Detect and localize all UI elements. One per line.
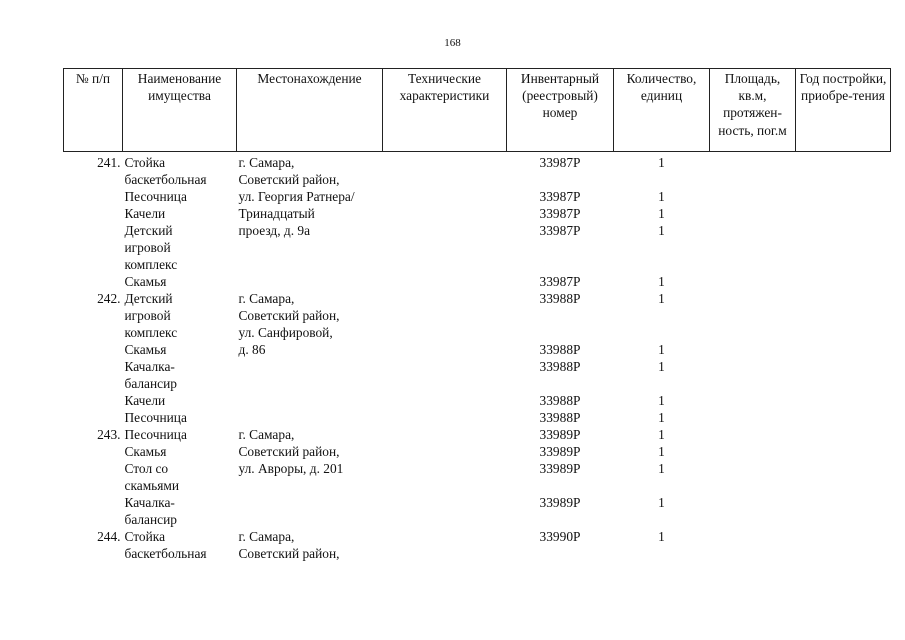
technical-characteristics-cell: [383, 273, 507, 290]
inventory-number-cell: 33987Р: [539, 155, 581, 170]
row-number-cell: [64, 477, 123, 494]
inventory-number-cell: 33989Р: [539, 495, 581, 510]
header-row: [64, 69, 891, 152]
technical-characteristics-cell: [383, 205, 507, 222]
technical-characteristics-cell: [383, 324, 507, 341]
property-name-cell: Детский: [124, 223, 173, 238]
inventory-number-cell: 33987Р: [539, 206, 581, 221]
property-name-cell: Качели: [124, 393, 166, 408]
area-length-cell: [710, 341, 796, 358]
area-length-cell: [710, 307, 796, 324]
area-length-cell: [710, 426, 796, 443]
quantity-cell: 1: [658, 206, 665, 221]
property-name-cell: Скамья: [124, 342, 167, 357]
table-row: [64, 494, 891, 511]
header-row-number: № п/п: [64, 69, 123, 152]
quantity-cell: [614, 256, 710, 273]
quantity-cell: [614, 307, 710, 324]
row-number-cell: [64, 324, 123, 341]
year-cell: [796, 358, 891, 375]
inventory-number-cell: 33989Р: [539, 461, 581, 476]
location-cell: [237, 409, 383, 426]
inventory-number-cell: [507, 511, 614, 528]
inventory-number-cell: 33987Р: [539, 274, 581, 289]
quantity-cell: [614, 375, 710, 392]
table-row: [64, 188, 891, 205]
location-cell: [237, 477, 383, 494]
property-name-cell: игровой: [124, 240, 171, 255]
technical-characteristics-cell: [383, 222, 507, 239]
area-length-cell: [710, 171, 796, 188]
quantity-cell: 1: [658, 359, 665, 374]
table-row: [64, 222, 891, 239]
area-length-cell: [710, 392, 796, 409]
property-name-cell: игровой: [124, 308, 171, 323]
inventory-number-cell: [507, 171, 614, 188]
area-length-cell: [710, 443, 796, 460]
technical-characteristics-cell: [383, 511, 507, 528]
table-row: [64, 426, 891, 443]
table-row: [64, 358, 891, 375]
property-name-cell: балансир: [124, 376, 177, 391]
year-cell: [796, 426, 891, 443]
location-cell: проезд, д. 9а: [238, 223, 311, 238]
area-length-cell: [710, 222, 796, 239]
location-cell: Советский район,: [238, 308, 340, 323]
row-number-cell: [64, 341, 123, 358]
table-row: [64, 307, 891, 324]
technical-characteristics-cell: [383, 545, 507, 562]
property-name-cell: баскетбольная: [124, 546, 207, 561]
register-body: [64, 152, 891, 563]
table-row: [64, 409, 891, 426]
technical-characteristics-cell: [383, 426, 507, 443]
row-number-cell: [64, 256, 123, 273]
inventory-number-cell: [507, 375, 614, 392]
area-length-cell: [710, 494, 796, 511]
inventory-number-cell: 33987Р: [539, 223, 581, 238]
property-name-cell: Стойка: [124, 155, 166, 170]
table-row: [64, 392, 891, 409]
technical-characteristics-cell: [383, 375, 507, 392]
table-row: [64, 290, 891, 307]
area-length-cell: [710, 460, 796, 477]
property-name-cell: Качалка-: [124, 495, 175, 510]
header-technical-characteristics: Технические характеристики: [383, 69, 507, 152]
header-location: Местонахождение: [237, 69, 383, 152]
location-cell: [237, 358, 383, 375]
inventory-number-cell: 33988Р: [539, 393, 581, 408]
property-name-cell: Стойка: [124, 529, 166, 544]
quantity-cell: [614, 477, 710, 494]
area-length-cell: [710, 477, 796, 494]
location-cell: д. 86: [238, 342, 266, 357]
property-name-cell: скамьями: [124, 478, 180, 493]
table-row: [64, 528, 891, 545]
technical-characteristics-cell: [383, 171, 507, 188]
location-cell: ул. Санфировой,: [238, 325, 333, 340]
table-row: [64, 477, 891, 494]
inventory-number-cell: [507, 239, 614, 256]
quantity-cell: 1: [658, 410, 665, 425]
inventory-number-cell: 33988Р: [539, 410, 581, 425]
year-cell: [796, 341, 891, 358]
row-number-cell: [64, 494, 123, 511]
year-cell: [796, 171, 891, 188]
page-number: 168: [444, 37, 461, 49]
table-row: [64, 171, 891, 188]
row-number-cell: [64, 511, 123, 528]
inventory-number-cell: [507, 324, 614, 341]
table-row: [64, 239, 891, 256]
location-cell: [237, 273, 383, 290]
area-length-cell: [710, 205, 796, 222]
area-length-cell: [710, 528, 796, 545]
row-number-cell: [64, 188, 123, 205]
quantity-cell: 1: [658, 427, 665, 442]
area-length-cell: [710, 239, 796, 256]
property-name-cell: Песочница: [124, 427, 187, 442]
row-number-cell: [64, 205, 123, 222]
location-cell: [237, 511, 383, 528]
property-name-cell: комплекс: [124, 257, 178, 272]
location-cell: г. Самара,: [238, 155, 295, 170]
inventory-number-cell: 33990Р: [539, 529, 581, 544]
row-number-cell: [64, 443, 123, 460]
table-row: [64, 443, 891, 460]
year-cell: [796, 460, 891, 477]
location-cell: г. Самара,: [238, 291, 295, 306]
property-name-cell: Качели: [124, 206, 166, 221]
location-cell: [237, 239, 383, 256]
area-length-cell: [710, 409, 796, 426]
row-number-cell: 243.: [97, 427, 121, 442]
property-name-cell: баскетбольная: [124, 172, 207, 187]
row-number-cell: [64, 392, 123, 409]
area-length-cell: [710, 375, 796, 392]
area-length-cell: [710, 545, 796, 562]
inventory-number-cell: 33988Р: [539, 291, 581, 306]
year-cell: [796, 188, 891, 205]
location-cell: г. Самара,: [238, 529, 295, 544]
property-name-cell: Скамья: [124, 444, 167, 459]
year-cell: [796, 494, 891, 511]
year-cell: [796, 375, 891, 392]
technical-characteristics-cell: [383, 152, 507, 172]
quantity-cell: 1: [658, 461, 665, 476]
area-length-cell: [710, 358, 796, 375]
location-cell: [237, 375, 383, 392]
technical-characteristics-cell: [383, 307, 507, 324]
technical-characteristics-cell: [383, 392, 507, 409]
table-row: [64, 511, 891, 528]
inventory-number-cell: [507, 256, 614, 273]
year-cell: [796, 307, 891, 324]
year-cell: [796, 511, 891, 528]
quantity-cell: 1: [658, 155, 665, 170]
technical-characteristics-cell: [383, 239, 507, 256]
table-row: [64, 273, 891, 290]
quantity-cell: [614, 511, 710, 528]
row-number-cell: [64, 307, 123, 324]
location-cell: Тринадцатый: [238, 206, 315, 221]
year-cell: [796, 239, 891, 256]
header-quantity: Количество, единиц: [614, 69, 710, 152]
inventory-number-cell: [507, 477, 614, 494]
area-length-cell: [710, 256, 796, 273]
inventory-number-cell: [507, 307, 614, 324]
quantity-cell: 1: [658, 393, 665, 408]
year-cell: [796, 222, 891, 239]
header-property-name: Наименование имущества: [123, 69, 237, 152]
year-cell: [796, 256, 891, 273]
inventory-number-cell: 33989Р: [539, 427, 581, 442]
technical-characteristics-cell: [383, 477, 507, 494]
area-length-cell: [710, 290, 796, 307]
quantity-cell: 1: [658, 529, 665, 544]
table-row: [64, 341, 891, 358]
inventory-number-cell: 33988Р: [539, 359, 581, 374]
inventory-number-cell: 33989Р: [539, 444, 581, 459]
quantity-cell: 1: [658, 189, 665, 204]
quantity-cell: 1: [658, 495, 665, 510]
location-cell: Советский район,: [238, 444, 340, 459]
year-cell: [796, 324, 891, 341]
area-length-cell: [710, 152, 796, 172]
property-name-cell: Скамья: [124, 274, 167, 289]
inventory-number-cell: [507, 545, 614, 562]
quantity-cell: 1: [658, 274, 665, 289]
row-number-cell: [64, 409, 123, 426]
row-number-cell: 241.: [97, 155, 121, 170]
row-number-cell: [64, 171, 123, 188]
technical-characteristics-cell: [383, 358, 507, 375]
quantity-cell: 1: [658, 444, 665, 459]
row-number-cell: 242.: [97, 291, 121, 306]
property-name-cell: балансир: [124, 512, 177, 527]
quantity-cell: 1: [658, 291, 665, 306]
year-cell: [796, 273, 891, 290]
area-length-cell: [710, 324, 796, 341]
row-number-cell: [64, 375, 123, 392]
row-number-cell: [64, 239, 123, 256]
technical-characteristics-cell: [383, 290, 507, 307]
location-cell: ул. Георгия Ратнера/: [238, 189, 355, 204]
year-cell: [796, 545, 891, 562]
header-year: Год постройки, приобре-тения: [796, 69, 891, 152]
quantity-cell: [614, 239, 710, 256]
year-cell: [796, 443, 891, 460]
table-row: [64, 256, 891, 273]
property-name-cell: Песочница: [124, 410, 187, 425]
property-name-cell: Детский: [124, 291, 173, 306]
quantity-cell: 1: [658, 342, 665, 357]
inventory-number-cell: 33987Р: [539, 189, 581, 204]
year-cell: [796, 392, 891, 409]
property-name-cell: комплекс: [124, 325, 178, 340]
technical-characteristics-cell: [383, 341, 507, 358]
year-cell: [796, 477, 891, 494]
table-row: [64, 152, 891, 172]
quantity-cell: 1: [658, 223, 665, 238]
table-row: [64, 545, 891, 562]
year-cell: [796, 409, 891, 426]
technical-characteristics-cell: [383, 409, 507, 426]
area-length-cell: [710, 188, 796, 205]
location-cell: [237, 256, 383, 273]
property-name-cell: Песочница: [124, 189, 187, 204]
row-number-cell: [64, 222, 123, 239]
location-cell: Советский район,: [238, 546, 340, 561]
quantity-cell: [614, 545, 710, 562]
technical-characteristics-cell: [383, 443, 507, 460]
location-cell: Советский район,: [238, 172, 340, 187]
technical-characteristics-cell: [383, 188, 507, 205]
technical-characteristics-cell: [383, 494, 507, 511]
inventory-number-cell: 33988Р: [539, 342, 581, 357]
table-row: [64, 460, 891, 477]
quantity-cell: [614, 171, 710, 188]
property-register-table: [63, 68, 891, 562]
row-number-cell: 244.: [97, 529, 121, 544]
row-number-cell: [64, 273, 123, 290]
row-number-cell: [64, 460, 123, 477]
header-inventory-number: Инвентарный (реестровый) номер: [507, 69, 614, 152]
table-row: [64, 375, 891, 392]
property-name-cell: Стол со: [124, 461, 169, 476]
technical-characteristics-cell: [383, 256, 507, 273]
area-length-cell: [710, 511, 796, 528]
year-cell: [796, 290, 891, 307]
year-cell: [796, 205, 891, 222]
location-cell: г. Самара,: [238, 427, 295, 442]
row-number-cell: [64, 545, 123, 562]
area-length-cell: [710, 273, 796, 290]
technical-characteristics-cell: [383, 460, 507, 477]
quantity-cell: [614, 324, 710, 341]
row-number-cell: [64, 358, 123, 375]
property-name-cell: Качалка-: [124, 359, 175, 374]
location-cell: [237, 392, 383, 409]
location-cell: ул. Авроры, д. 201: [238, 461, 344, 476]
location-cell: [237, 494, 383, 511]
year-cell: [796, 152, 891, 172]
table-row: [64, 324, 891, 341]
table-row: [64, 205, 891, 222]
technical-characteristics-cell: [383, 528, 507, 545]
year-cell: [796, 528, 891, 545]
header-area-length: Площадь, кв.м, протяжен-ность, пог.м: [710, 69, 796, 152]
